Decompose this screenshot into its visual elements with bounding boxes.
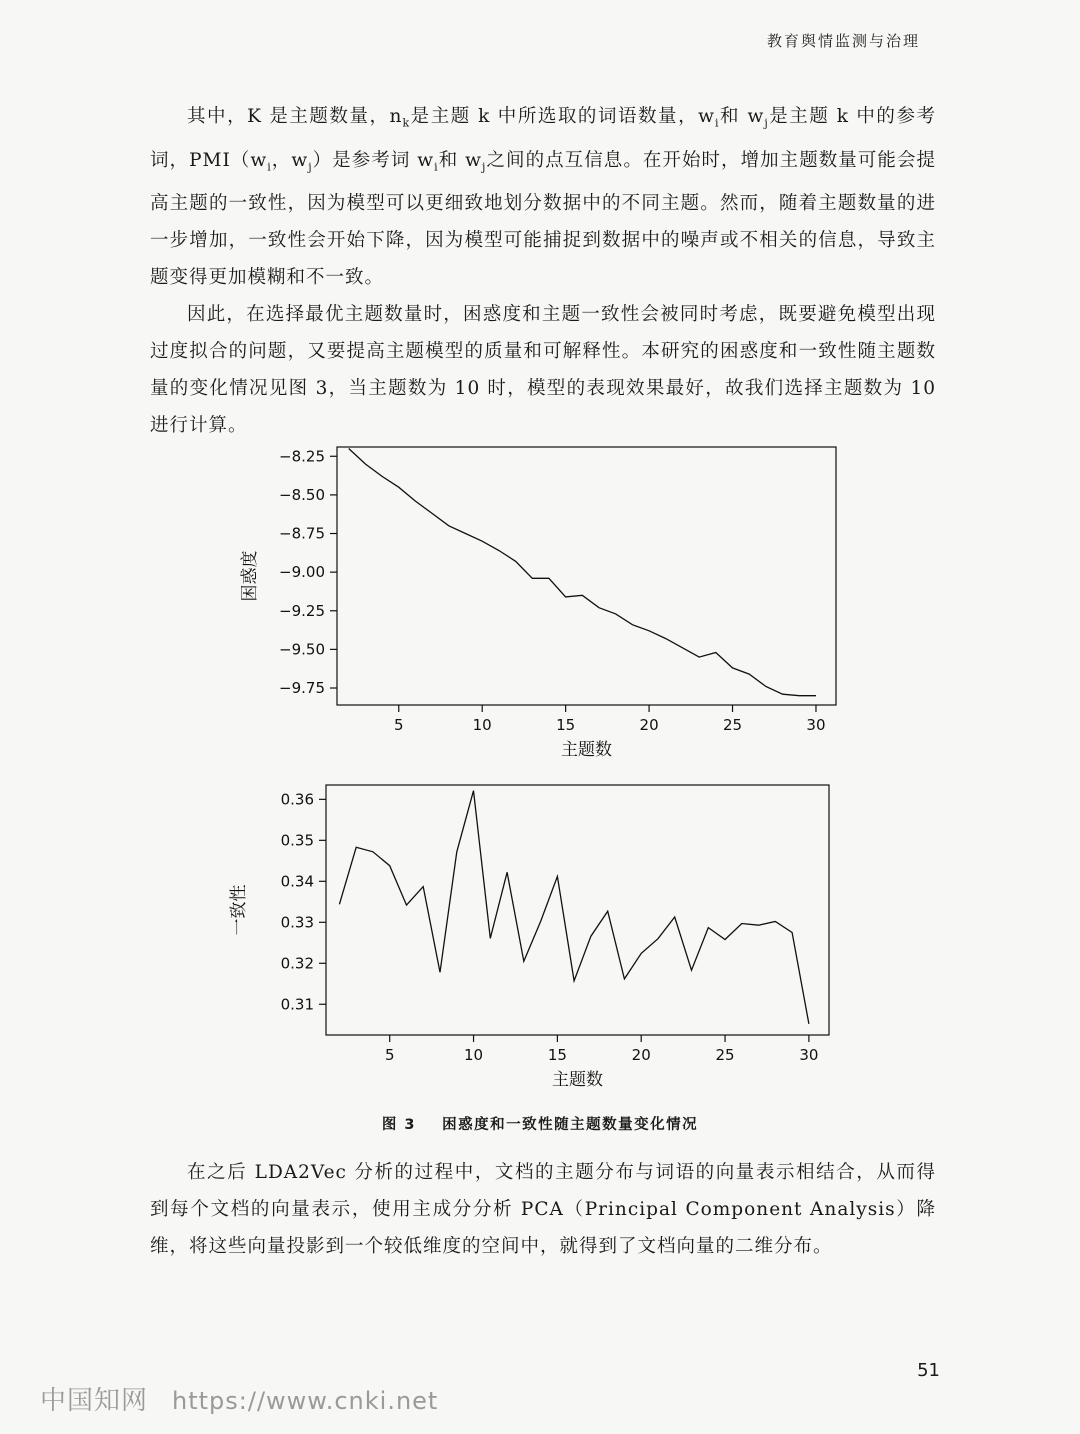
series-line (339, 791, 809, 1024)
y-tick-label: −9.00 (279, 563, 325, 582)
paragraph-topic-selection: 因此，在选择最优主题数量时，困惑度和主题一致性会被同时考虑，既要避免模型出现过度拟合的问题，又要提高主题模型的质量和可解释性。本研究的困惑度和一致性随主题数量的变化情况见图 3，当主题数为 10 时，模型的表现效果最好，故我们选择主题数为 10 进行计算。 (150, 304, 936, 437)
chart-1 (240, 447, 836, 760)
x-tick-label: 20 (639, 716, 659, 734)
x-axis-label: 主题数 (561, 740, 612, 760)
y-tick-label: −8.75 (279, 524, 325, 543)
figure-caption (0, 1113, 1080, 1134)
y-tick-label: −8.50 (279, 485, 325, 504)
watermark-url: https://www.cnki.net (172, 1387, 439, 1415)
x-tick-label: 10 (463, 1046, 484, 1064)
x-tick-label: 25 (715, 1046, 735, 1064)
x-axis-label: 主题数 (552, 1070, 603, 1090)
plot-frame (326, 785, 829, 1035)
x-tick-label: 5 (384, 1046, 395, 1064)
x-tick-label: 25 (722, 716, 743, 734)
y-tick-label: −9.75 (279, 679, 325, 698)
x-tick-label: 20 (631, 1046, 651, 1064)
y-tick-label: 0.32 (280, 954, 314, 973)
watermark-brand: 中国知网 (40, 1386, 149, 1416)
y-tick-label: −9.25 (279, 601, 325, 620)
paragraph-pca: 在之后 LDA2Vec 分析的过程中，文档的主题分布与词语的向量表示相结合，从而得到每个文档的向量表示，使用主成分分析 PCA（Principal Component Analysis）降维，将这些向量投影到一个较低维度的空间中，就得到了文档向量的二维分布。 (150, 1162, 936, 1257)
y-axis-label: 一致性 (229, 884, 249, 936)
body-text-bottom (150, 1154, 936, 1265)
y-tick-label: 0.34 (280, 872, 314, 891)
page-number: 51 (917, 1360, 940, 1381)
x-tick-label: 10 (472, 716, 492, 734)
y-tick-label: 0.33 (280, 913, 314, 932)
figure-caption-text: 困惑度和一致性随主题数量变化情况 (442, 1117, 699, 1133)
x-tick-label: 5 (393, 716, 404, 734)
y-tick-label: 0.36 (280, 790, 314, 809)
figure-caption-label: 图 3 (381, 1117, 416, 1133)
y-tick-label: −9.50 (279, 640, 325, 659)
plot-frame (337, 447, 836, 705)
x-tick-label: 30 (799, 1046, 819, 1064)
series-line (349, 449, 816, 696)
y-axis-label: 困惑度 (240, 550, 260, 602)
x-tick-label: 30 (806, 716, 826, 734)
y-tick-label: 0.35 (280, 831, 314, 850)
running-title: 教育舆情监测与治理 (766, 32, 920, 50)
y-tick-label: 0.31 (280, 995, 314, 1014)
x-tick-label: 15 (547, 1046, 567, 1064)
y-tick-label: −8.25 (279, 447, 325, 466)
x-tick-label: 15 (556, 716, 576, 734)
chart-2 (229, 785, 829, 1090)
paragraph-formula-explanation: 其中，K 是主题数量，$n_k$是主题 k 中所选取的词语数量，$w_i$和 $w_j$是主题 k 中的参考词，$PMI(w_i$，$w_j$）是参考词 $w_i$和 $w_j$之间的点互信息。在开始时，增加主题数量可能会提高主题的一致性，因为模型可以更细致地划分数据中的不同主题。然而，随着主题数量的进一步增加，一致性会开始下降，因为模型可能捕捉到数据中的噪声或不相关的信息，导致主题变得更加模糊和不一致。 (150, 106, 936, 289)
cnki-watermark (40, 1380, 438, 1417)
